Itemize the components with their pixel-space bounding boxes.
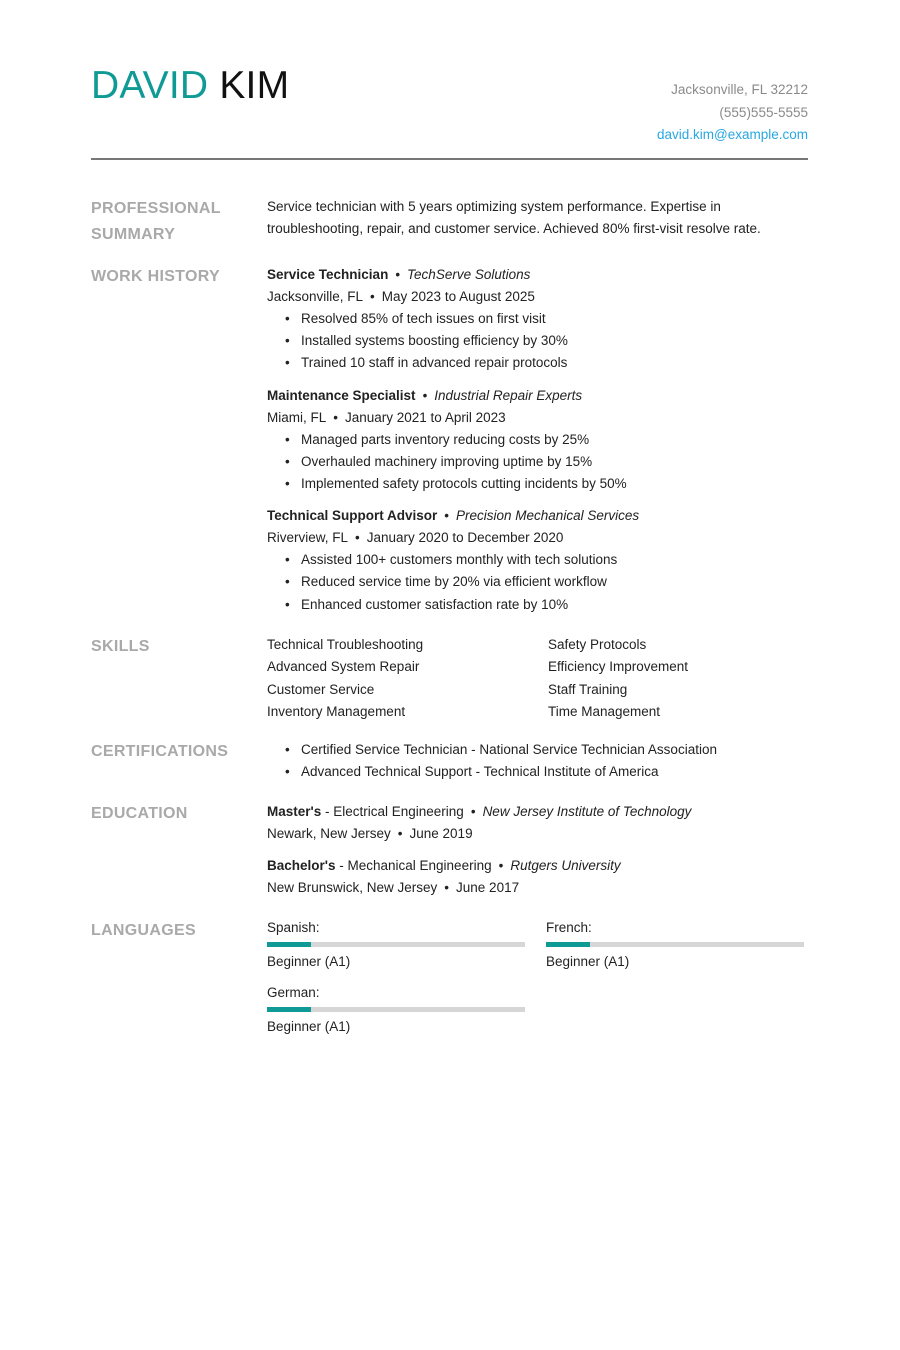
last-name: KIM — [219, 64, 290, 107]
job-dates: January 2021 to April 2023 — [345, 409, 506, 425]
job-bullet: • Reduced service time by 20% via efficient workflow — [301, 571, 808, 593]
job-entry — [267, 264, 808, 375]
job-bullet: • Overhauled machinery improving uptime by 15% — [301, 451, 808, 473]
job-bullet: • Trained 10 staff in advanced repair protocols — [301, 352, 808, 374]
language-level: Beginner (A1) — [267, 954, 351, 969]
skills-grid — [267, 634, 808, 723]
job-bullets — [267, 429, 808, 496]
certifications-section — [91, 739, 808, 787]
school-location: Newark, New Jersey — [267, 826, 391, 841]
separator-dot: • — [333, 409, 338, 425]
graduation-date: June 2017 — [456, 880, 520, 895]
section-heading-skills: SKILLS — [91, 638, 150, 655]
language-item — [546, 918, 804, 972]
skill-item: Staff Training — [548, 681, 628, 697]
certifications-body — [267, 739, 808, 783]
proficiency-fill — [267, 1007, 311, 1012]
section-heading-certifications: CERTIFICATIONS — [91, 743, 229, 760]
languages-section — [91, 918, 808, 1048]
skill-item: Time Management — [548, 703, 661, 719]
languages-body — [267, 918, 808, 1048]
skill-item: Advanced System Repair — [267, 659, 420, 675]
separator-dot: • — [444, 508, 450, 524]
job-bullet: • Enhanced customer satisfaction rate by 10% — [301, 594, 808, 616]
job-meta — [267, 286, 808, 308]
proficiency-fill — [267, 942, 311, 947]
school-name: Rutgers University — [510, 858, 621, 873]
section-heading-languages: LANGUAGES — [91, 922, 196, 939]
company-name: TechServe Solutions — [407, 267, 531, 282]
education-entry — [267, 801, 808, 845]
location-text: Jacksonville, FL 32212 — [671, 82, 808, 97]
education-entry — [267, 855, 808, 899]
job-bullets — [267, 308, 808, 375]
language-item — [267, 983, 525, 1037]
header-divider — [91, 158, 808, 160]
degree-name: Master's — [267, 804, 322, 819]
languages-grid — [267, 918, 808, 1048]
skills-body — [267, 634, 808, 723]
education-body — [267, 801, 808, 909]
job-bullet: • Implemented safety protocols cutting incidents by 50% — [301, 473, 808, 495]
job-entry — [267, 505, 808, 616]
separator-dot: • — [355, 530, 360, 546]
company-name: Industrial Repair Experts — [434, 387, 583, 403]
job-location: Jacksonville, FL — [267, 289, 364, 304]
job-bullet: • Managed parts inventory reducing costs by 25% — [301, 429, 808, 451]
phone-text: (555)555-5555 — [719, 104, 808, 120]
certification-list — [267, 739, 808, 783]
certification-item: • Advanced Technical Support - Technical Institute of America — [301, 761, 808, 783]
skill-item: Technical Troubleshooting — [267, 637, 424, 652]
language-level: Beginner (A1) — [267, 1019, 351, 1034]
job-bullet: • Assisted 100+ customers monthly with tech solutions — [301, 549, 808, 571]
degree-name: Bachelor's — [267, 858, 336, 873]
summary-heading-line1: PROFESSIONAL — [91, 200, 221, 217]
separator-dot: • — [395, 267, 401, 282]
degree-field: - Mechanical Engineering — [335, 858, 492, 873]
proficiency-bar — [267, 1007, 525, 1012]
job-title: Service Technician — [267, 267, 389, 282]
education-header — [267, 855, 808, 877]
job-dates: January 2020 to December 2020 — [366, 530, 564, 546]
skills-section — [91, 634, 808, 726]
education-section — [91, 801, 808, 901]
section-heading-work-history: WORK HISTORY — [91, 268, 220, 285]
job-title: Technical Support Advisor — [267, 508, 438, 524]
job-bullet: • Installed systems boosting efficiency by 30% — [301, 330, 808, 352]
skill-item: Safety Protocols — [548, 637, 647, 652]
summary-text: Service technician with 5 years optimizing system performance. Expertise in troubleshooting, repair, and customer service. Achieved 80% first-visit resolve rate. — [267, 199, 761, 236]
summary-section — [91, 196, 808, 248]
summary-heading-line2: SUMMARY — [91, 226, 176, 243]
job-meta — [267, 407, 808, 429]
job-meta — [267, 527, 808, 549]
resume-header — [91, 62, 808, 142]
company-name: Precision Mechanical Services — [456, 508, 640, 524]
school-name: New Jersey Institute of Technology — [482, 804, 692, 819]
degree-field: - Electrical Engineering — [321, 804, 464, 819]
job-entry — [267, 385, 808, 496]
education-meta — [267, 877, 808, 899]
work-history-section — [91, 264, 808, 624]
education-header — [267, 801, 808, 823]
school-location: New Brunswick, New Jersey — [267, 880, 438, 895]
proficiency-fill — [546, 942, 590, 947]
language-item — [267, 918, 525, 972]
job-location: Riverview, FL — [267, 530, 349, 546]
separator-dot: • — [444, 880, 450, 895]
work-history-body — [267, 264, 808, 626]
summary-body — [267, 196, 808, 239]
language-name: French: — [546, 920, 592, 935]
separator-dot: • — [397, 826, 403, 841]
separator-dot: • — [470, 804, 476, 819]
separator-dot: • — [422, 387, 428, 403]
graduation-date: June 2019 — [409, 826, 473, 841]
language-level: Beginner (A1) — [546, 954, 630, 969]
job-header — [267, 264, 808, 286]
certification-item: • Certified Service Technician - National Service Technician Association — [301, 739, 808, 761]
candidate-name — [91, 62, 289, 110]
job-header — [267, 385, 808, 407]
job-header — [267, 505, 808, 527]
job-title: Maintenance Specialist — [267, 387, 416, 403]
separator-dot: • — [370, 289, 375, 304]
job-bullet: • Resolved 85% of tech issues on first visit — [301, 308, 808, 330]
skill-item: Inventory Management — [267, 703, 406, 719]
skill-item: Customer Service — [267, 681, 375, 697]
section-heading-summary — [91, 196, 241, 248]
separator-dot: • — [498, 858, 504, 873]
contact-info — [657, 79, 808, 147]
job-bullets — [267, 549, 808, 616]
job-location: Miami, FL — [267, 409, 327, 425]
skill-item: Efficiency Improvement — [548, 659, 689, 675]
proficiency-bar — [546, 942, 804, 947]
education-meta — [267, 823, 808, 845]
language-name: German: — [267, 985, 320, 1000]
job-dates: May 2023 to August 2025 — [381, 289, 535, 304]
language-name: Spanish: — [267, 920, 320, 935]
first-name: DAVID — [91, 64, 209, 107]
proficiency-bar — [267, 942, 525, 947]
email-link[interactable]: david.kim@example.com — [656, 127, 808, 142]
section-heading-education: EDUCATION — [91, 805, 188, 822]
